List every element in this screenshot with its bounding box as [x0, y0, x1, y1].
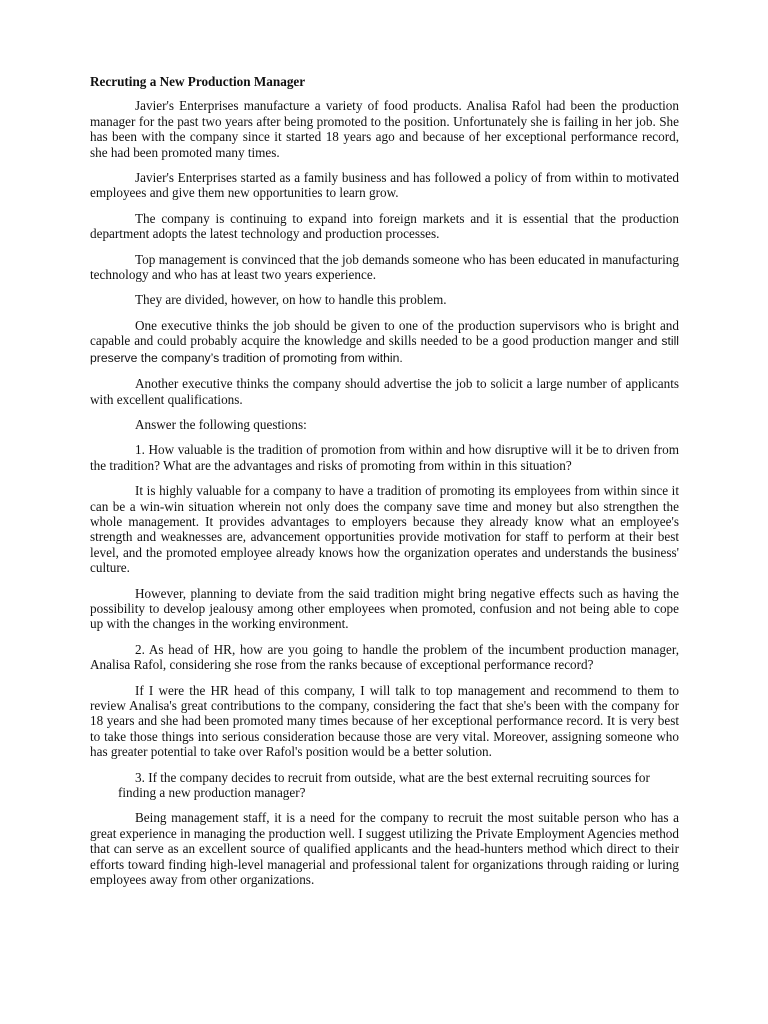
- paragraph-executive-one-serif: One executive thinks the job should be given to one of the production supervisors who is bright and capable and could probably acquire the knowledge and skills needed to be a good production manger: [90, 317, 679, 349]
- answer-one-b: However, planning to deviate from the said tradition might bring negative effects such as having the possibility to develop jealousy among other employees when promoted, confusion and not being able to cope up with the changes in the working environment.: [90, 585, 679, 632]
- paragraph-family-business: Javier's Enterprises started as a family business and has followed a policy of from within to motivated employees and give them new opportunities to learn grow.: [90, 170, 679, 201]
- paragraph-executive-two: Another executive thinks the company should advertise the job to solicit a large number of applicants with excellent qualifications.: [90, 376, 679, 407]
- paragraph-answer-intro: Answer the following questions:: [135, 416, 307, 432]
- paragraph-company-background: Javier's Enterprises manufacture a variety of food products. Analisa Rafol had been the production manager for the past two years after being promoted to the position. Unfortunately she is failing in her job. She has been with the company since it started 18 years ago and because of her exceptional performance record, she had been promoted many times.: [90, 98, 679, 160]
- answer-one-a: It is highly valuable for a company to have a tradition of promoting its employees from within since it can be a win-win situation wherein not only does the company save time and money but also strengthen the whole management. It provides advantages to employers because they already know what an employee's strength and weaknesses are, advancement opportunities provide motivation for staff to perform at their best level, and the promoted employee already knows how the organization operates and understands the business' culture.: [90, 483, 679, 576]
- answer-two: If I were the HR head of this company, I will talk to top management and recommend to them to review Analisa's great contributions to the company, considering the fact that she's been with the company for 18 years and she had been promoted many times because of her exceptional performance record. It is very best to take those things into serious consideration because those are very vital. Moreover, assigning someone who has greater potential to take over Rafol's position would be a better solution.: [90, 682, 679, 760]
- answer-three: Being management staff, it is a need for the company to recruit the most suitable person who has a great experience in managing the production well. I suggest utilizing the Private Employment Agencies method that can serve as an excellent source of qualified applicants and the head-hunters method which direct to their efforts toward finding high-level managerial and professional talent for organizations through raiding or luring employees away from other organizations.: [90, 810, 679, 888]
- question-three: 3. If the company decides to recruit from outside, what are the best external recruiting sources for finding a new production manager?: [118, 769, 650, 801]
- document-title: Recruting a New Production Manager: [90, 74, 306, 89]
- document-page: [90, 74, 679, 897]
- paragraph-divided: They are divided, however, on how to handle this problem.: [135, 292, 447, 308]
- paragraph-job-demands: Top management is convinced that the job demands someone who has been educated in manufacturing technology and who has at least two years experience.: [90, 251, 679, 283]
- question-two: 2. As head of HR, how are you going to handle the problem of the incumbent production manager, Analisa Rafol, considering she rose from the ranks because of exceptional performance record?: [90, 641, 679, 673]
- paragraph-executive-one: [90, 318, 679, 366]
- question-one: 1. How valuable is the tradition of promotion from within and how disruptive will it be to driven from the tradition? What are the advantages and risks of promoting from within in this situation?: [90, 442, 679, 473]
- paragraph-expansion: The company is continuing to expand into foreign markets and it is essential that the production department adopts the latest technology and production processes.: [90, 210, 679, 242]
- paragraph-executive-one-sans: and still preserve the company’s tradition of promoting from within.: [90, 334, 679, 365]
